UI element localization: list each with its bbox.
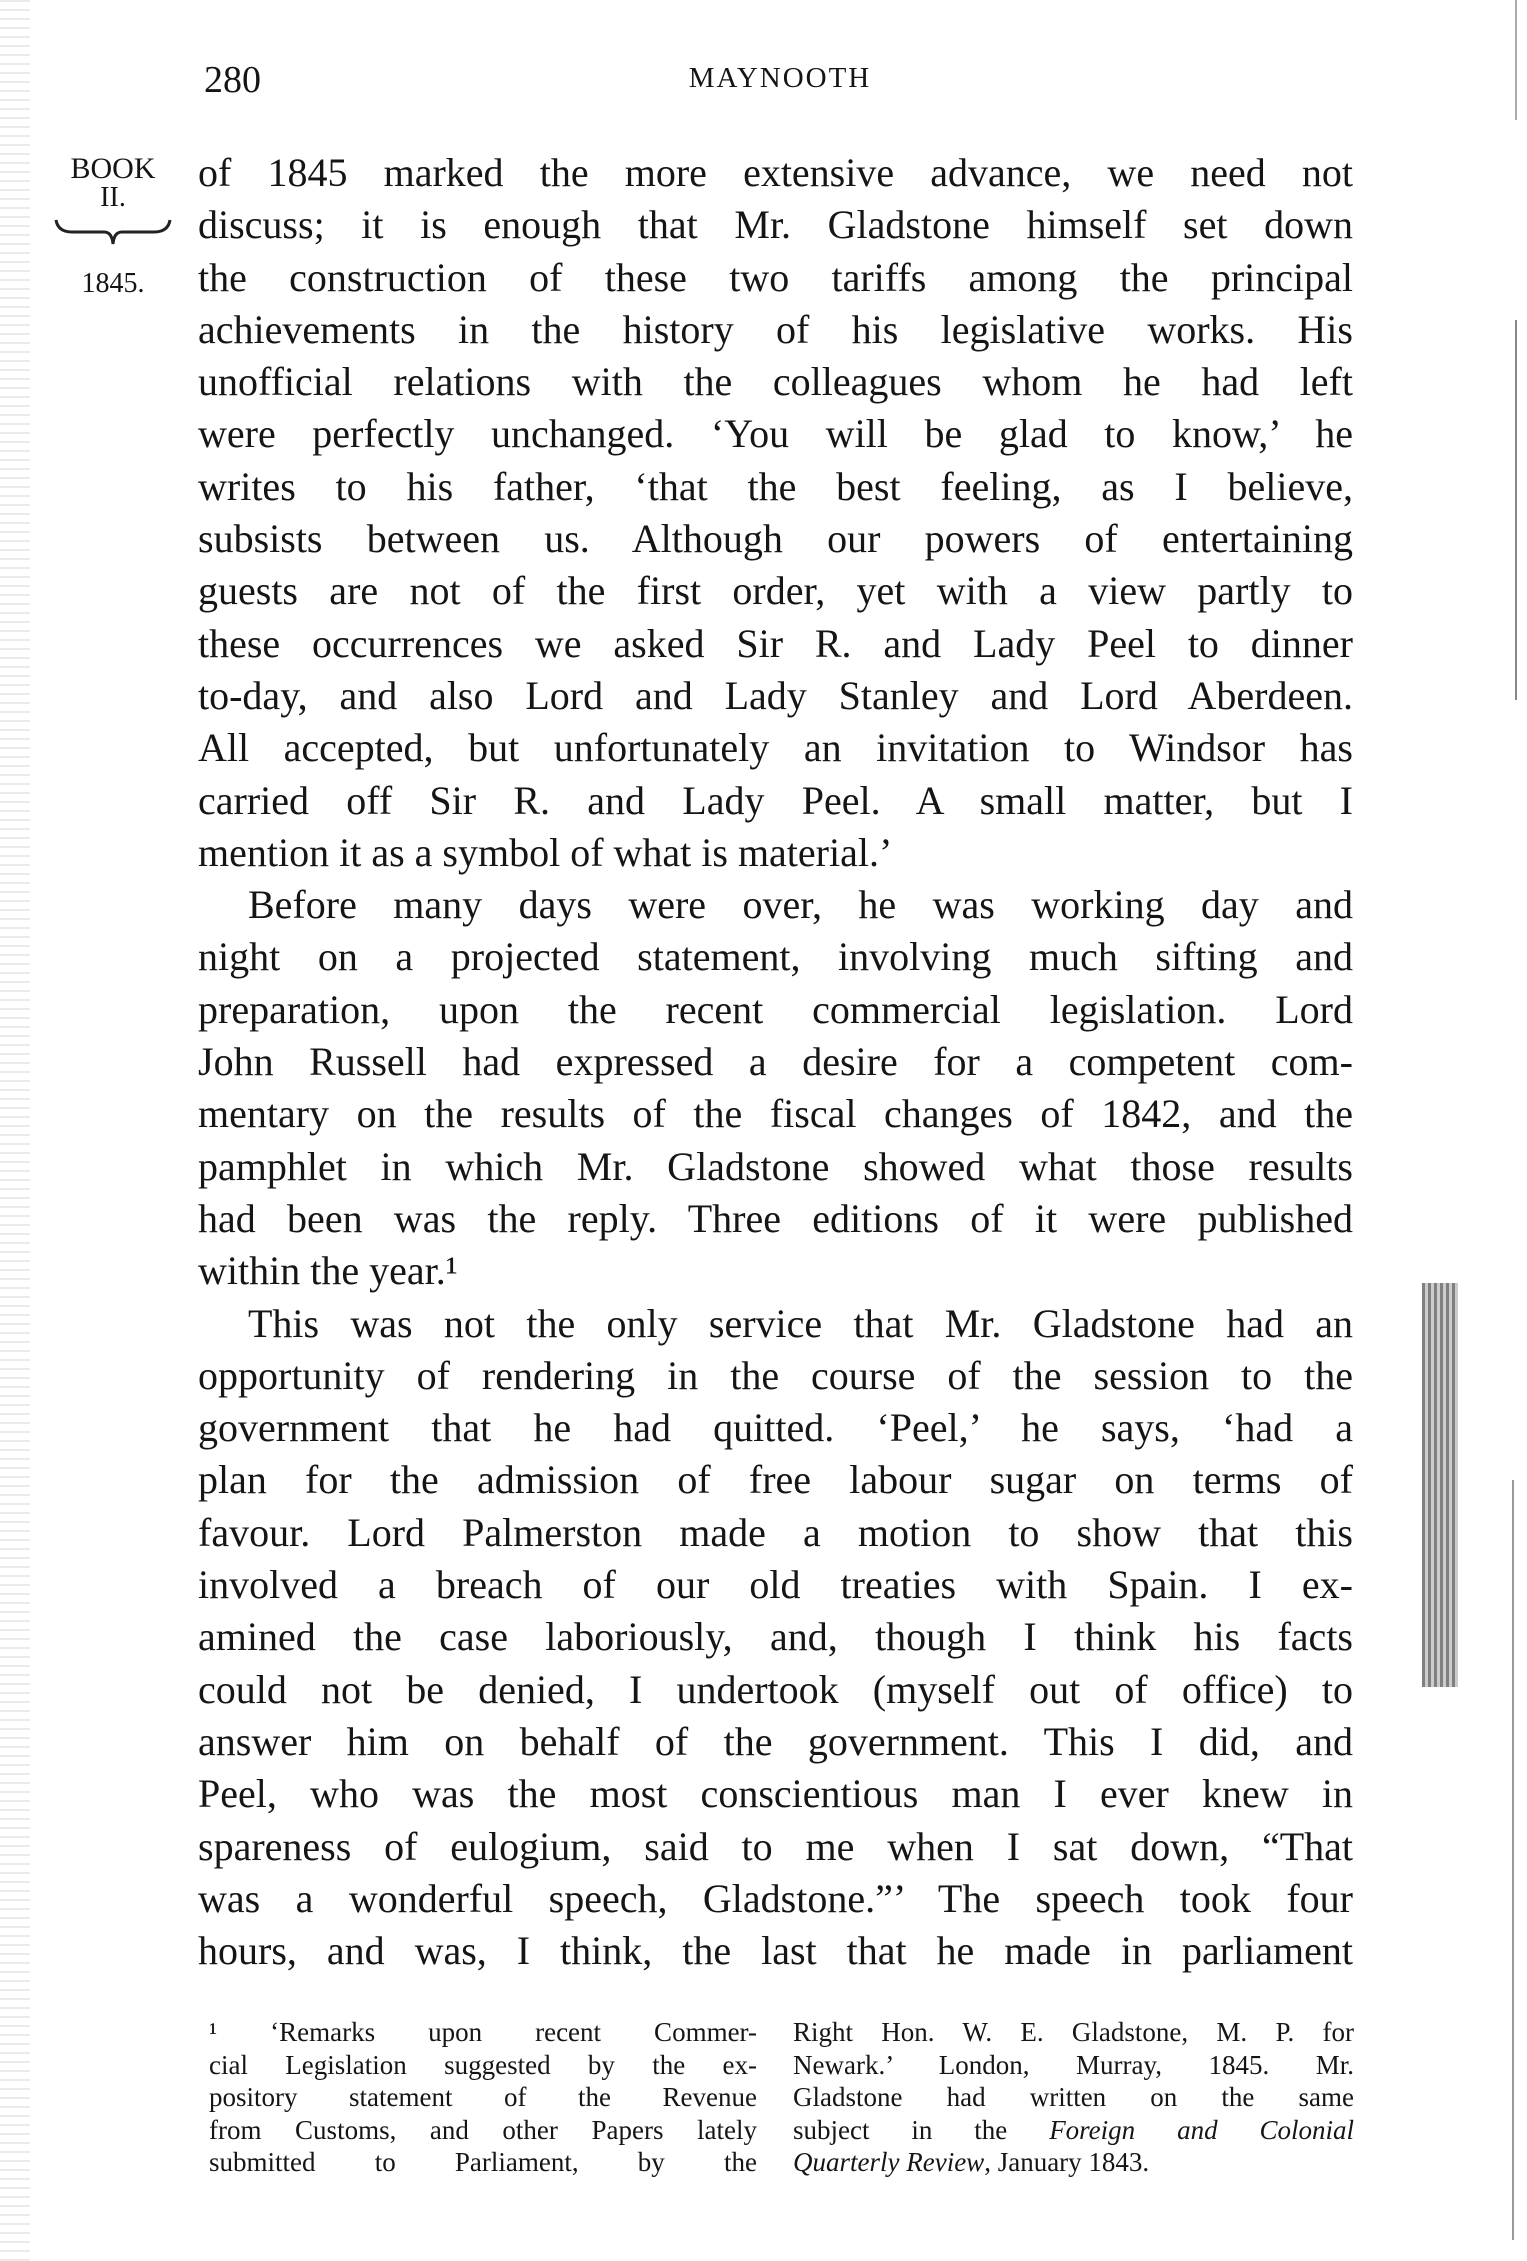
text-line: unofficial relations with the colleagues whom he had left — [198, 359, 1353, 405]
footnote-line — [793, 2114, 1354, 2147]
running-head: MAYNOOTH — [688, 62, 872, 94]
text-line: Peel, who was the most conscientious man I ever knew in — [198, 1771, 1353, 1817]
text-line: had been was the reply. Three editions of it were published — [198, 1195, 1353, 1241]
text-line: discuss; it is enough that Mr. Gladstone himself set down — [198, 202, 1353, 248]
scan-shadow-strip — [1422, 1283, 1458, 1687]
footnote-line: cial Legislation suggested by the ex- — [209, 2049, 757, 2080]
text-line: was a wonderful speech, Gladstone.”’ The speech took four — [198, 1875, 1353, 1921]
text-line: plan for the admission of free labour sugar on terms of — [198, 1457, 1353, 1503]
text-line: within the year.¹ — [198, 1248, 458, 1294]
text-line: to-day, and also Lord and Lady Stanley and Lord Aberdeen. — [198, 672, 1353, 718]
brace-icon — [52, 218, 174, 258]
text-line: spareness of eulogium, said to me when I sat down, “That — [198, 1823, 1353, 1869]
text-line: involved a breach of our old treaties with Spain. I ex- — [198, 1562, 1353, 1608]
margin-book-number: II. — [100, 182, 126, 213]
page-number: 280 — [204, 59, 261, 101]
scan-edge-line — [1515, 320, 1517, 700]
footnote-right-column — [793, 2016, 1354, 2179]
text-line: guests are not of the first order, yet with a view partly to — [198, 568, 1353, 614]
footnote-line: ¹ ‘Remarks upon recent Commer- — [209, 2017, 757, 2047]
text-line: hours, and was, I think, the last that he made in parliament — [198, 1928, 1353, 1974]
text-line: achievements in the history of his legislative works. His — [198, 306, 1353, 352]
text-line: amined the case laboriously, and, though I think his facts — [198, 1614, 1353, 1660]
text-line: opportunity of rendering in the course of the session to the — [198, 1352, 1353, 1398]
text-line: government that he had quitted. ‘Peel,’ he says, ‘had a — [198, 1405, 1353, 1451]
text-line: This was not the only service that Mr. Gladstone had an — [248, 1300, 1353, 1346]
footnote-line — [793, 2146, 1354, 2179]
footnote-line: from Customs, and other Papers lately — [209, 2114, 757, 2145]
footnote-line: Gladstone had written on the same — [793, 2082, 1354, 2112]
footnote-text: , January 1843. — [984, 2147, 1150, 2177]
margin-book-label: BOOK — [70, 152, 156, 185]
footnote-line: submitted to Parliament, by the — [209, 2147, 757, 2177]
text-line: the construction of these two tariffs among the principal — [198, 254, 1353, 300]
margin-year: 1845. — [81, 268, 145, 299]
text-line: John Russell had expressed a desire for a competent com- — [198, 1039, 1353, 1085]
text-line: answer him on behalf of the government. This I did, and — [198, 1718, 1353, 1764]
text-line: Before many days were over, he was working day and — [248, 882, 1353, 928]
scan-edge-line — [1515, 0, 1517, 120]
text-line: these occurrences we asked Sir R. and Lady Peel to dinner — [198, 620, 1353, 666]
footnote-line: pository statement of the Revenue — [209, 2082, 757, 2112]
text-line: night on a projected statement, involving much sifting and — [198, 934, 1353, 980]
footnote-left-column — [209, 2016, 757, 2179]
footnote-line: Right Hon. W. E. Gladstone, M. P. for — [793, 2017, 1354, 2047]
text-line: mentary on the results of the fiscal changes of 1842, and the — [198, 1091, 1353, 1137]
scan-left-edge — [0, 0, 30, 2261]
text-line: of 1845 marked the more extensive advance, we need not — [198, 150, 1353, 195]
scan-edge-line — [1512, 1480, 1514, 2240]
text-line: carried off Sir R. and Lady Peel. A small matter, but I — [198, 777, 1353, 823]
text-line: subsists between us. Although our powers of entertaining — [198, 516, 1353, 562]
text-line: were perfectly unchanged. ‘You will be glad to know,’ he — [198, 411, 1353, 457]
text-line: mention it as a symbol of what is material.’ — [198, 829, 893, 875]
text-line: favour. Lord Palmerston made a motion to show that this — [198, 1509, 1353, 1555]
text-line: preparation, upon the recent commercial legislation. Lord — [198, 986, 1353, 1032]
journal-title: Foreign and Colonial — [1049, 2114, 1354, 2145]
body-text — [198, 147, 1353, 1977]
text-line: pamphlet in which Mr. Gladstone showed what those results — [198, 1143, 1353, 1189]
footnote-line: Newark.’ London, Murray, 1845. Mr. — [793, 2049, 1354, 2080]
text-line: writes to his father, ‘that the best feeling, as I believe, — [198, 463, 1353, 509]
footnote-text: subject in the — [793, 2114, 1050, 2145]
text-line: All accepted, but unfortunately an invitation to Windsor has — [198, 725, 1353, 771]
journal-title: Quarterly Review — [793, 2147, 985, 2177]
text-line: could not be denied, I undertook (myself out of office) to — [198, 1666, 1353, 1712]
